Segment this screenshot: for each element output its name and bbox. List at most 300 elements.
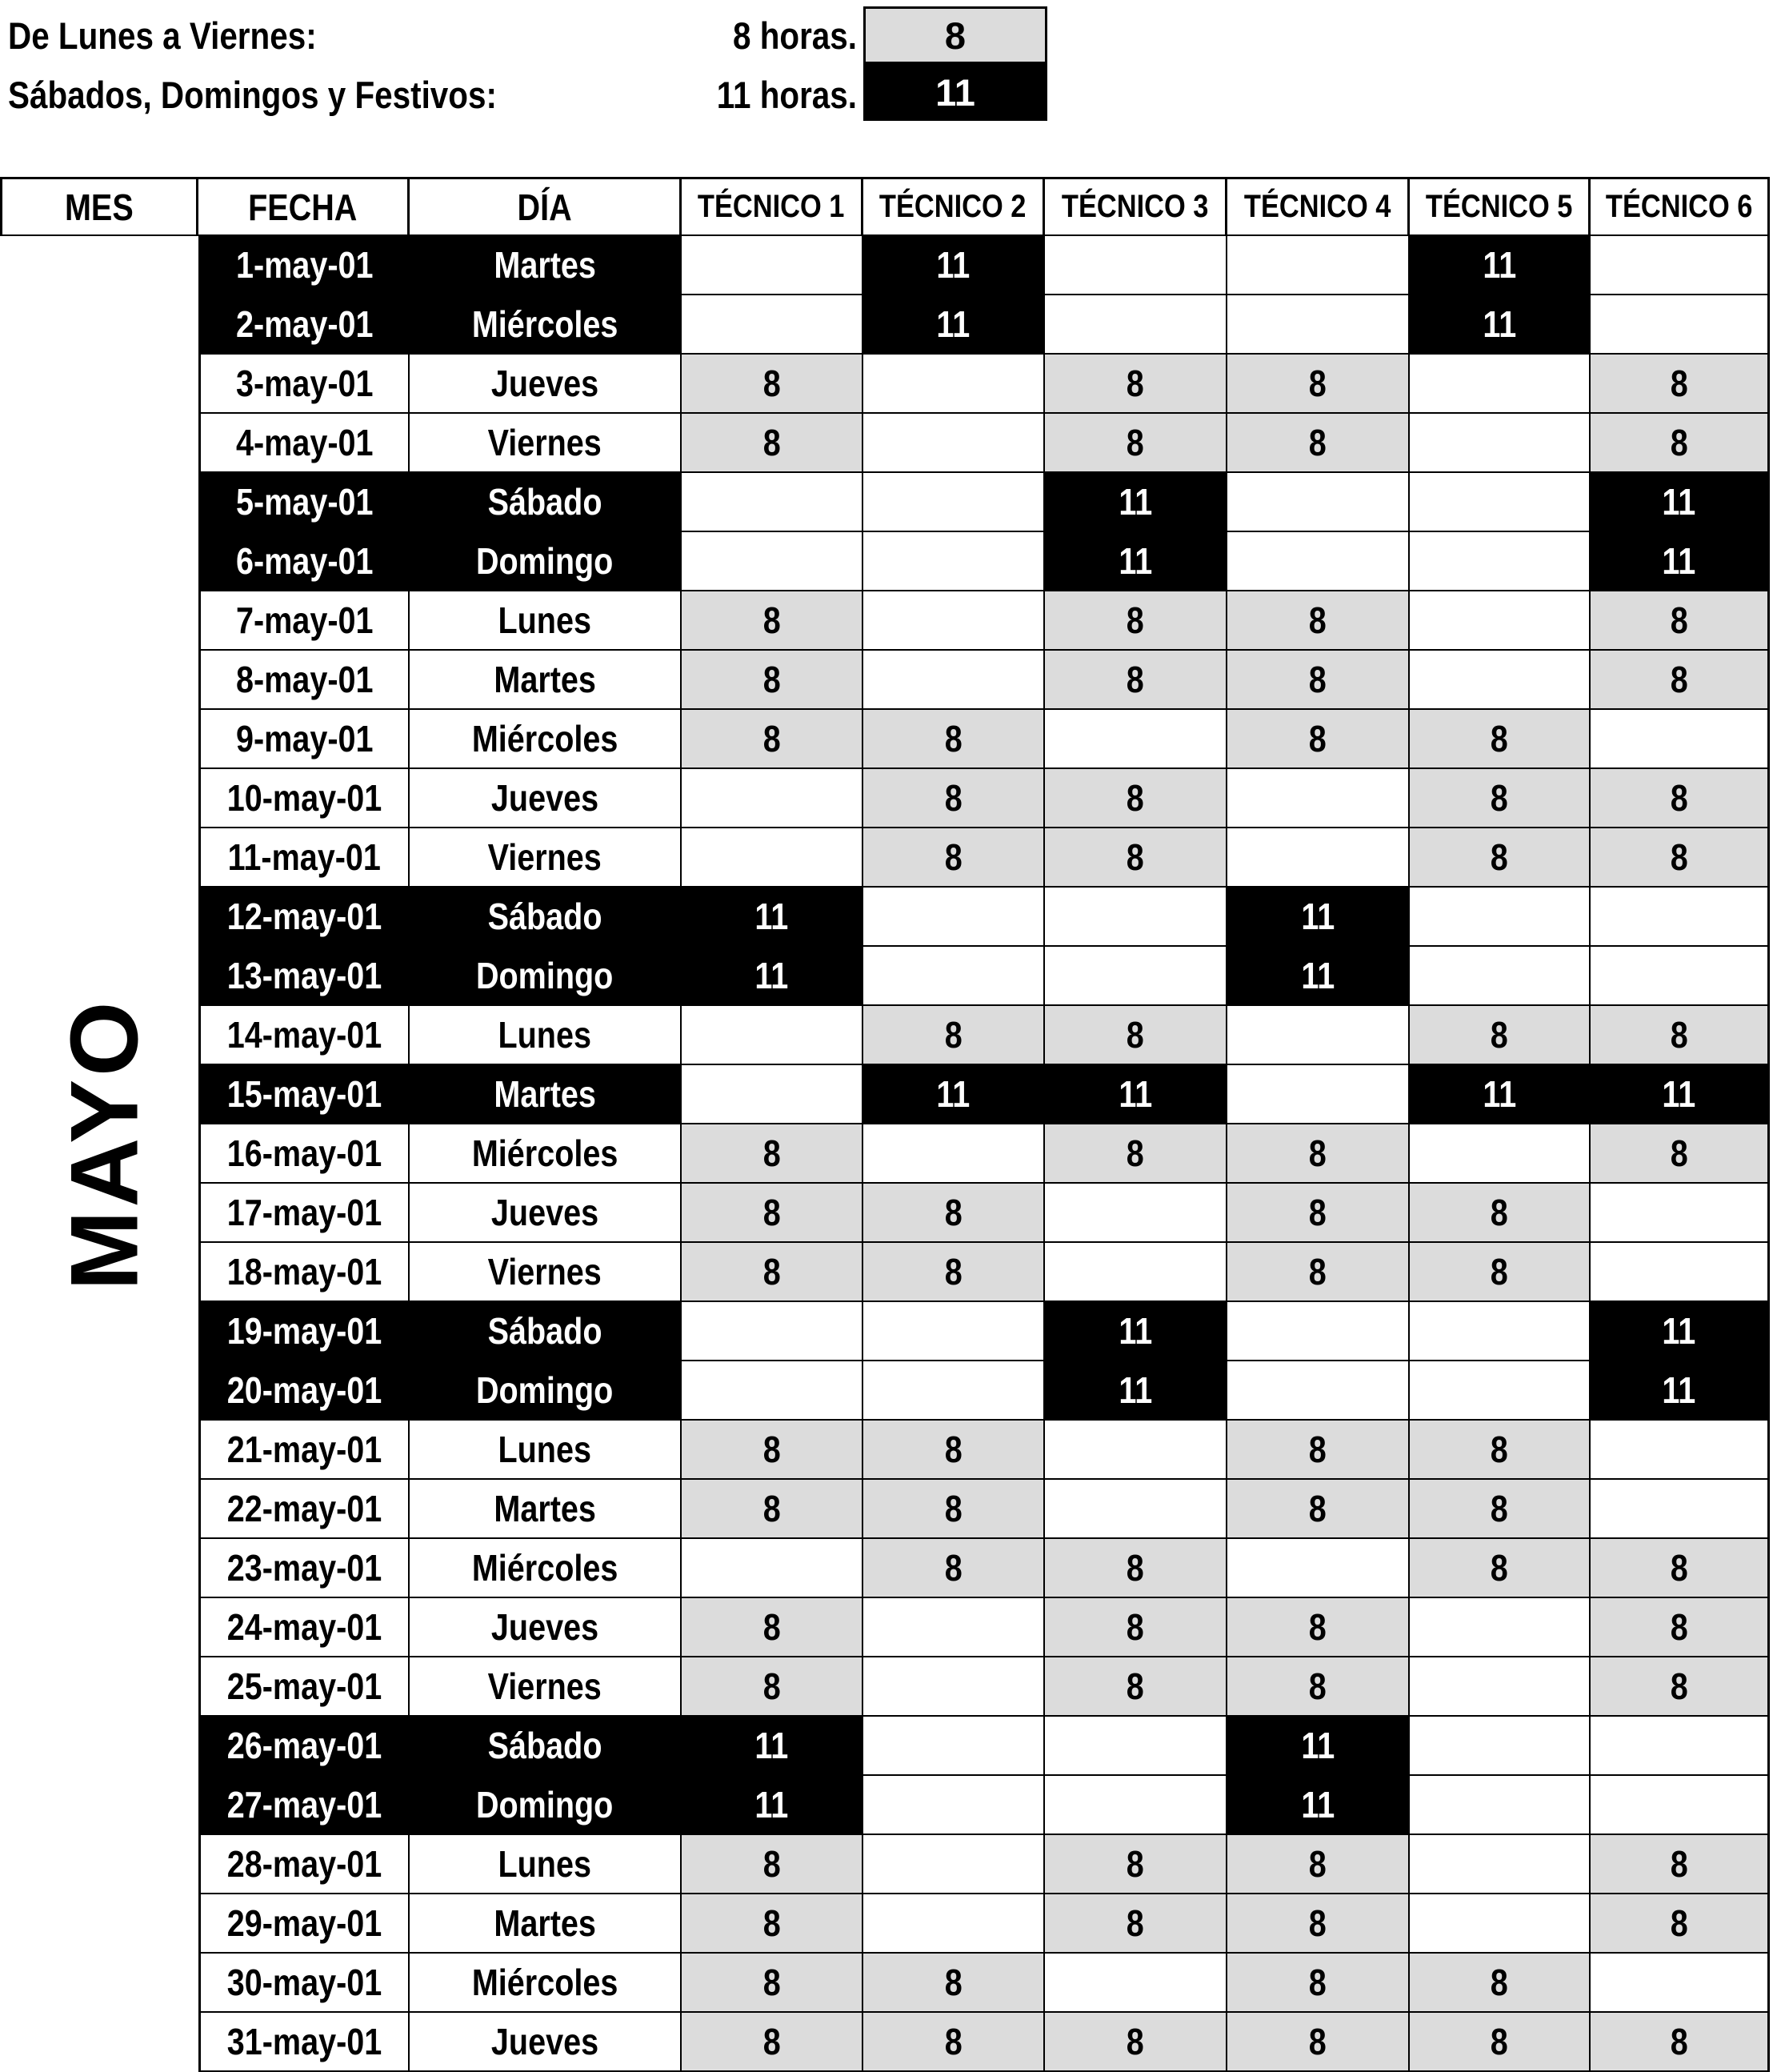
shift-cell-tecnico-4 xyxy=(1227,1184,1410,1243)
shift-cell-tecnico-1 xyxy=(682,1421,863,1480)
date-cell xyxy=(198,769,410,828)
shift-cell-tecnico-6-text: 8 xyxy=(1670,422,1688,463)
shift-cell-tecnico-2-text: 8 xyxy=(944,777,963,819)
shift-cell-tecnico-6 xyxy=(1591,1717,1770,1776)
weekday-cell-text: Martes xyxy=(494,244,596,286)
weekday-cell-text: Sábado xyxy=(487,1310,602,1352)
shift-cell-tecnico-3 xyxy=(1045,1184,1227,1243)
shift-cell-tecnico-5 xyxy=(1410,1480,1591,1539)
shift-cell-tecnico-5 xyxy=(1410,1361,1591,1421)
weekday-cell-text: Martes xyxy=(494,659,596,700)
weekday-cell xyxy=(410,1835,682,1894)
shift-cell-tecnico-5 xyxy=(1410,1598,1591,1657)
weekday-cell xyxy=(410,1302,682,1361)
column-header-9 xyxy=(1591,177,1770,236)
shift-cell-tecnico-1-text: 8 xyxy=(762,1192,781,1233)
shift-cell-tecnico-6 xyxy=(1591,355,1770,414)
shift-cell-tecnico-1-text: 8 xyxy=(762,1902,781,1944)
shift-cell-tecnico-1 xyxy=(682,355,863,414)
shift-cell-tecnico-5 xyxy=(1410,1894,1591,1954)
shift-cell-tecnico-5 xyxy=(1410,1717,1591,1776)
weekday-cell-text: Lunes xyxy=(498,599,592,641)
shift-cell-tecnico-2-text: 11 xyxy=(936,303,971,345)
legend-weekend-hours: 11 horas. xyxy=(716,74,857,116)
shift-cell-tecnico-6-text: 8 xyxy=(1670,659,1688,700)
shift-cell-tecnico-4 xyxy=(1227,591,1410,651)
weekday-cell xyxy=(410,414,682,473)
shift-cell-tecnico-2 xyxy=(863,1421,1045,1480)
shift-cell-tecnico-2 xyxy=(863,1006,1045,1065)
shift-cell-tecnico-2 xyxy=(863,236,1045,295)
shift-cell-tecnico-6-text: 8 xyxy=(1670,777,1688,819)
shift-cell-tecnico-6-text: 8 xyxy=(1670,1014,1688,1056)
date-cell-text: 23-may-01 xyxy=(226,1547,382,1589)
shift-cell-tecnico-1 xyxy=(682,1243,863,1302)
shift-cell-tecnico-4 xyxy=(1227,947,1410,1006)
shift-cell-tecnico-2 xyxy=(863,1835,1045,1894)
shift-cell-tecnico-3 xyxy=(1045,828,1227,888)
shift-cell-tecnico-5 xyxy=(1410,1421,1591,1480)
shift-cell-tecnico-4 xyxy=(1227,355,1410,414)
shift-cell-tecnico-4-text: 8 xyxy=(1308,1251,1327,1292)
shift-cell-tecnico-2 xyxy=(863,591,1045,651)
shift-cell-tecnico-4 xyxy=(1227,1657,1410,1717)
table-row xyxy=(0,1184,1770,1243)
shift-cell-tecnico-2 xyxy=(863,828,1045,888)
date-cell xyxy=(198,1361,410,1421)
date-cell-text: 10-may-01 xyxy=(226,777,382,819)
shift-cell-tecnico-1 xyxy=(682,710,863,769)
weekday-cell xyxy=(410,1598,682,1657)
weekday-cell-text: Domingo xyxy=(476,955,614,996)
shift-cell-tecnico-3 xyxy=(1045,1124,1227,1184)
date-cell xyxy=(198,1124,410,1184)
weekday-cell-text: Miércoles xyxy=(471,1962,618,2003)
date-cell xyxy=(198,2013,410,2072)
shift-cell-tecnico-1-text: 8 xyxy=(762,1962,781,2003)
shift-cell-tecnico-2 xyxy=(863,1657,1045,1717)
date-cell xyxy=(198,828,410,888)
shift-cell-tecnico-4-text: 8 xyxy=(1308,1843,1327,1885)
shift-cell-tecnico-1 xyxy=(682,651,863,710)
table-row xyxy=(0,710,1770,769)
shift-cell-tecnico-3 xyxy=(1045,1894,1227,1954)
column-header-2-text: FECHA xyxy=(248,186,358,228)
shift-cell-tecnico-4 xyxy=(1227,295,1410,355)
weekday-cell-text: Miércoles xyxy=(471,1132,618,1174)
column-header-6-text: TÉCNICO 3 xyxy=(1061,189,1209,224)
shift-cell-tecnico-3 xyxy=(1045,236,1227,295)
weekday-cell xyxy=(410,1065,682,1124)
table-row xyxy=(0,1124,1770,1184)
table-row xyxy=(0,236,1770,295)
column-header-4-text: TÉCNICO 1 xyxy=(698,189,845,224)
weekday-cell xyxy=(410,1124,682,1184)
shift-cell-tecnico-5 xyxy=(1410,355,1591,414)
date-cell-text: 18-may-01 xyxy=(226,1251,382,1292)
weekday-cell-text: Viernes xyxy=(487,836,602,878)
date-cell-text: 27-may-01 xyxy=(226,1784,382,1826)
column-header-5 xyxy=(863,177,1045,236)
shift-cell-tecnico-6 xyxy=(1591,1006,1770,1065)
shift-cell-tecnico-3-text: 11 xyxy=(1119,481,1152,523)
date-cell xyxy=(198,1598,410,1657)
shift-cell-tecnico-4 xyxy=(1227,473,1410,532)
shift-cell-tecnico-1-text: 11 xyxy=(754,896,789,937)
shift-cell-tecnico-2 xyxy=(863,355,1045,414)
shift-cell-tecnico-6 xyxy=(1591,888,1770,947)
shift-cell-tecnico-4 xyxy=(1227,651,1410,710)
table-row xyxy=(0,1065,1770,1124)
shift-cell-tecnico-3 xyxy=(1045,355,1227,414)
weekday-cell xyxy=(410,1894,682,1954)
date-cell xyxy=(198,532,410,591)
shift-cell-tecnico-1-text: 8 xyxy=(762,1606,781,1648)
legend-weekday-hours: 8 horas. xyxy=(732,14,857,57)
table-row xyxy=(0,1717,1770,1776)
shift-cell-tecnico-5 xyxy=(1410,1954,1591,2013)
shift-cell-tecnico-3-text: 8 xyxy=(1126,363,1145,404)
shift-cell-tecnico-1 xyxy=(682,1539,863,1598)
shift-cell-tecnico-5-text: 11 xyxy=(1483,303,1516,345)
shift-cell-tecnico-5 xyxy=(1410,1184,1591,1243)
shift-cell-tecnico-1-text: 8 xyxy=(762,1665,781,1707)
shift-cell-tecnico-2-text: 8 xyxy=(944,1488,963,1529)
shift-cell-tecnico-3-text: 8 xyxy=(1126,1843,1145,1885)
shift-cell-tecnico-5-text: 11 xyxy=(1483,244,1516,286)
shift-cell-tecnico-1-text: 8 xyxy=(762,2021,781,2062)
shift-cell-tecnico-6-text: 8 xyxy=(1670,836,1688,878)
shift-cell-tecnico-5-text: 11 xyxy=(1483,1073,1516,1115)
shift-cell-tecnico-6-text: 8 xyxy=(1670,1902,1688,1944)
shift-cell-tecnico-3-text: 8 xyxy=(1126,1665,1145,1707)
shift-cell-tecnico-2 xyxy=(863,1480,1045,1539)
shift-cell-tecnico-4-text: 8 xyxy=(1308,599,1327,641)
shift-cell-tecnico-1 xyxy=(682,947,863,1006)
table-row xyxy=(0,947,1770,1006)
table-row xyxy=(0,1657,1770,1717)
shift-cell-tecnico-5-text: 8 xyxy=(1490,718,1509,759)
date-cell xyxy=(198,414,410,473)
shift-cell-tecnico-1 xyxy=(682,1894,863,1954)
shift-cell-tecnico-4-text: 8 xyxy=(1308,718,1327,759)
date-cell-text: 8-may-01 xyxy=(235,659,374,700)
date-cell-text: 3-may-01 xyxy=(235,363,374,404)
shift-cell-tecnico-4 xyxy=(1227,888,1410,947)
date-cell xyxy=(198,1065,410,1124)
shift-cell-tecnico-4-text: 8 xyxy=(1308,1962,1327,2003)
shift-cell-tecnico-3 xyxy=(1045,532,1227,591)
date-cell xyxy=(198,1776,410,1835)
shift-cell-tecnico-4 xyxy=(1227,1124,1410,1184)
shift-cell-tecnico-4-text: 8 xyxy=(1308,2021,1327,2062)
shift-cell-tecnico-6 xyxy=(1591,1954,1770,2013)
shift-cell-tecnico-5 xyxy=(1410,828,1591,888)
weekday-cell-text: Martes xyxy=(494,1902,596,1944)
shift-cell-tecnico-2 xyxy=(863,947,1045,1006)
shift-cell-tecnico-6 xyxy=(1591,1776,1770,1835)
shift-cell-tecnico-3 xyxy=(1045,1954,1227,2013)
column-header-1 xyxy=(0,177,198,236)
table-row xyxy=(0,1835,1770,1894)
shift-cell-tecnico-6-text: 8 xyxy=(1670,599,1688,641)
shift-cell-tecnico-5-text: 8 xyxy=(1490,2021,1509,2062)
shift-cell-tecnico-1-text: 8 xyxy=(762,1429,781,1470)
shift-cell-tecnico-5 xyxy=(1410,473,1591,532)
shift-cell-tecnico-2 xyxy=(863,1361,1045,1421)
weekday-cell-text: Miércoles xyxy=(471,303,618,345)
shift-cell-tecnico-2 xyxy=(863,1776,1045,1835)
weekday-cell-text: Martes xyxy=(494,1073,596,1115)
table-row xyxy=(0,1421,1770,1480)
table-row xyxy=(0,828,1770,888)
weekday-cell-text: Miércoles xyxy=(471,1547,618,1589)
shift-cell-tecnico-3 xyxy=(1045,1065,1227,1124)
weekday-cell-text: Jueves xyxy=(490,363,599,404)
column-header-9-text: TÉCNICO 6 xyxy=(1605,189,1753,224)
column-header-7 xyxy=(1227,177,1410,236)
shift-cell-tecnico-2 xyxy=(863,888,1045,947)
date-cell-text: 7-may-01 xyxy=(235,599,374,641)
weekday-cell xyxy=(410,236,682,295)
shift-cell-tecnico-6 xyxy=(1591,1894,1770,1954)
weekday-cell xyxy=(410,295,682,355)
month-label xyxy=(50,976,158,1313)
shift-cell-tecnico-4 xyxy=(1227,414,1410,473)
column-header-1-text: MES xyxy=(65,186,134,228)
shift-cell-tecnico-1 xyxy=(682,295,863,355)
shift-cell-tecnico-4 xyxy=(1227,532,1410,591)
shift-cell-tecnico-6 xyxy=(1591,1657,1770,1717)
weekday-cell xyxy=(410,769,682,828)
shift-cell-tecnico-3-text: 11 xyxy=(1119,1073,1152,1115)
weekday-cell xyxy=(410,355,682,414)
legend-weekday-value: 8 xyxy=(944,14,967,57)
shift-cell-tecnico-4 xyxy=(1227,1835,1410,1894)
table-row xyxy=(0,473,1770,532)
shift-cell-tecnico-1-text: 8 xyxy=(762,422,781,463)
shift-cell-tecnico-1-text: 8 xyxy=(762,1843,781,1885)
weekday-cell-text: Lunes xyxy=(498,1014,592,1056)
shift-cell-tecnico-4 xyxy=(1227,1598,1410,1657)
shift-cell-tecnico-2-text: 8 xyxy=(944,1251,963,1292)
weekday-cell xyxy=(410,1243,682,1302)
table-row xyxy=(0,532,1770,591)
date-cell xyxy=(198,1006,410,1065)
shift-cell-tecnico-3 xyxy=(1045,1361,1227,1421)
shift-cell-tecnico-3 xyxy=(1045,888,1227,947)
shift-cell-tecnico-4 xyxy=(1227,1302,1410,1361)
weekday-cell-text: Domingo xyxy=(476,1784,614,1826)
shift-cell-tecnico-5 xyxy=(1410,710,1591,769)
shift-cell-tecnico-5-text: 8 xyxy=(1490,1488,1509,1529)
weekday-cell xyxy=(410,651,682,710)
shift-cell-tecnico-4-text: 8 xyxy=(1308,1902,1327,1944)
shift-cell-tecnico-2 xyxy=(863,769,1045,828)
shift-cell-tecnico-3-text: 8 xyxy=(1126,2021,1145,2062)
date-cell xyxy=(198,1954,410,2013)
shift-cell-tecnico-4-text: 8 xyxy=(1308,1132,1327,1174)
shift-cell-tecnico-4-text: 8 xyxy=(1308,1488,1327,1529)
shift-cell-tecnico-1 xyxy=(682,1954,863,2013)
shift-cell-tecnico-2 xyxy=(863,710,1045,769)
table-row xyxy=(0,591,1770,651)
table-row xyxy=(0,769,1770,828)
shift-cell-tecnico-1-text: 8 xyxy=(762,659,781,700)
shift-cell-tecnico-3-text: 11 xyxy=(1119,1310,1152,1352)
shift-cell-tecnico-4 xyxy=(1227,236,1410,295)
shift-cell-tecnico-6 xyxy=(1591,947,1770,1006)
table-row xyxy=(0,1243,1770,1302)
shift-cell-tecnico-3-text: 8 xyxy=(1126,1547,1145,1589)
shift-cell-tecnico-4 xyxy=(1227,1539,1410,1598)
shift-cell-tecnico-3 xyxy=(1045,769,1227,828)
date-cell xyxy=(198,1894,410,1954)
shift-cell-tecnico-6 xyxy=(1591,828,1770,888)
shift-cell-tecnico-6 xyxy=(1591,591,1770,651)
shift-cell-tecnico-6 xyxy=(1591,414,1770,473)
table-row xyxy=(0,651,1770,710)
table-row xyxy=(0,1539,1770,1598)
date-cell-text: 16-may-01 xyxy=(226,1132,382,1174)
shift-cell-tecnico-3 xyxy=(1045,1243,1227,1302)
weekday-cell-text: Jueves xyxy=(490,777,599,819)
shift-cell-tecnico-5 xyxy=(1410,414,1591,473)
shift-cell-tecnico-3-text: 8 xyxy=(1126,1902,1145,1944)
shift-cell-tecnico-5 xyxy=(1410,1657,1591,1717)
shift-cell-tecnico-1 xyxy=(682,1184,863,1243)
column-header-8 xyxy=(1410,177,1591,236)
shift-cell-tecnico-4 xyxy=(1227,1065,1410,1124)
date-cell-text: 6-may-01 xyxy=(235,540,374,582)
shift-cell-tecnico-1 xyxy=(682,1065,863,1124)
weekday-cell-text: Miércoles xyxy=(471,718,618,759)
shift-cell-tecnico-1 xyxy=(682,591,863,651)
shift-cell-tecnico-5 xyxy=(1410,295,1591,355)
weekday-cell-text: Lunes xyxy=(498,1429,592,1470)
weekday-cell xyxy=(410,710,682,769)
date-cell xyxy=(198,947,410,1006)
date-cell-text: 4-may-01 xyxy=(235,422,374,463)
date-cell xyxy=(198,1184,410,1243)
shift-cell-tecnico-6-text: 11 xyxy=(1662,540,1696,582)
weekday-cell-text: Jueves xyxy=(490,2021,599,2062)
shift-cell-tecnico-4-text: 8 xyxy=(1308,659,1327,700)
weekday-cell xyxy=(410,1361,682,1421)
shift-cell-tecnico-4-text: 8 xyxy=(1308,1192,1327,1233)
date-cell-text: 30-may-01 xyxy=(226,1962,382,2003)
date-cell xyxy=(198,1835,410,1894)
shift-cell-tecnico-5 xyxy=(1410,1124,1591,1184)
shift-cell-tecnico-6-text: 8 xyxy=(1670,363,1688,404)
shift-cell-tecnico-2 xyxy=(863,1539,1045,1598)
shift-cell-tecnico-5-text: 8 xyxy=(1490,1962,1509,2003)
shift-cell-tecnico-3 xyxy=(1045,591,1227,651)
shift-cell-tecnico-1 xyxy=(682,1657,863,1717)
shift-cell-tecnico-6-text: 8 xyxy=(1670,1132,1688,1174)
table-row xyxy=(0,1776,1770,1835)
shift-cell-tecnico-2 xyxy=(863,473,1045,532)
shift-cell-tecnico-1 xyxy=(682,1302,863,1361)
weekday-cell xyxy=(410,1480,682,1539)
column-header-5-text: TÉCNICO 2 xyxy=(879,189,1027,224)
shift-cell-tecnico-5 xyxy=(1410,1243,1591,1302)
shift-cell-tecnico-3 xyxy=(1045,1657,1227,1717)
shift-cell-tecnico-6 xyxy=(1591,651,1770,710)
weekday-cell xyxy=(410,2013,682,2072)
date-cell xyxy=(198,473,410,532)
shift-cell-tecnico-5-text: 8 xyxy=(1490,836,1509,878)
date-cell xyxy=(198,1539,410,1598)
legend-weekend-swatch xyxy=(863,63,1047,121)
month-label-text: MAYO xyxy=(50,998,158,1291)
weekday-cell-text: Domingo xyxy=(476,540,614,582)
table-row xyxy=(0,355,1770,414)
shift-cell-tecnico-2 xyxy=(863,1302,1045,1361)
table-row xyxy=(0,414,1770,473)
shift-cell-tecnico-3 xyxy=(1045,710,1227,769)
shift-cell-tecnico-2 xyxy=(863,1124,1045,1184)
shift-cell-tecnico-4-text: 8 xyxy=(1308,1665,1327,1707)
weekday-cell xyxy=(410,532,682,591)
shift-cell-tecnico-1 xyxy=(682,828,863,888)
shift-cell-tecnico-4 xyxy=(1227,710,1410,769)
shift-cell-tecnico-5 xyxy=(1410,1835,1591,1894)
shift-cell-tecnico-3 xyxy=(1045,947,1227,1006)
column-header-4 xyxy=(682,177,863,236)
shift-cell-tecnico-3 xyxy=(1045,1006,1227,1065)
weekday-cell-text: Lunes xyxy=(498,1843,592,1885)
date-cell xyxy=(198,591,410,651)
date-cell-text: 9-may-01 xyxy=(235,718,374,759)
shift-cell-tecnico-3 xyxy=(1045,1302,1227,1361)
weekday-cell xyxy=(410,888,682,947)
shift-cell-tecnico-6 xyxy=(1591,1243,1770,1302)
shift-cell-tecnico-5 xyxy=(1410,532,1591,591)
weekday-cell xyxy=(410,473,682,532)
shift-cell-tecnico-2-text: 11 xyxy=(936,244,971,286)
date-cell-text: 12-may-01 xyxy=(226,896,382,937)
legend-weekend-value: 11 xyxy=(935,70,975,114)
shift-cell-tecnico-6 xyxy=(1591,1361,1770,1421)
shift-cell-tecnico-1 xyxy=(682,1776,863,1835)
shift-cell-tecnico-6 xyxy=(1591,1421,1770,1480)
shift-cell-tecnico-1 xyxy=(682,1361,863,1421)
shift-cell-tecnico-4 xyxy=(1227,769,1410,828)
shift-cell-tecnico-3 xyxy=(1045,295,1227,355)
shift-cell-tecnico-1-text: 8 xyxy=(762,718,781,759)
shift-cell-tecnico-6 xyxy=(1591,1480,1770,1539)
weekday-cell xyxy=(410,1954,682,2013)
shift-cell-tecnico-3 xyxy=(1045,1598,1227,1657)
shift-cell-tecnico-2 xyxy=(863,1065,1045,1124)
shift-cell-tecnico-6-text: 8 xyxy=(1670,1843,1688,1885)
weekday-cell-text: Viernes xyxy=(487,1251,602,1292)
date-cell-text: 29-may-01 xyxy=(226,1902,382,1944)
shift-cell-tecnico-4-text: 11 xyxy=(1301,955,1335,996)
shift-cell-tecnico-1-text: 8 xyxy=(762,1251,781,1292)
date-cell xyxy=(198,1243,410,1302)
column-header-7-text: TÉCNICO 4 xyxy=(1243,189,1391,224)
shift-cell-tecnico-3-text: 8 xyxy=(1126,422,1145,463)
table-row xyxy=(0,1302,1770,1361)
shift-cell-tecnico-3 xyxy=(1045,1421,1227,1480)
shift-cell-tecnico-5 xyxy=(1410,1302,1591,1361)
shift-cell-tecnico-5 xyxy=(1410,1539,1591,1598)
column-header-3-text: DÍA xyxy=(517,186,572,228)
weekday-cell xyxy=(410,1717,682,1776)
shift-cell-tecnico-6-text: 11 xyxy=(1662,1073,1696,1115)
